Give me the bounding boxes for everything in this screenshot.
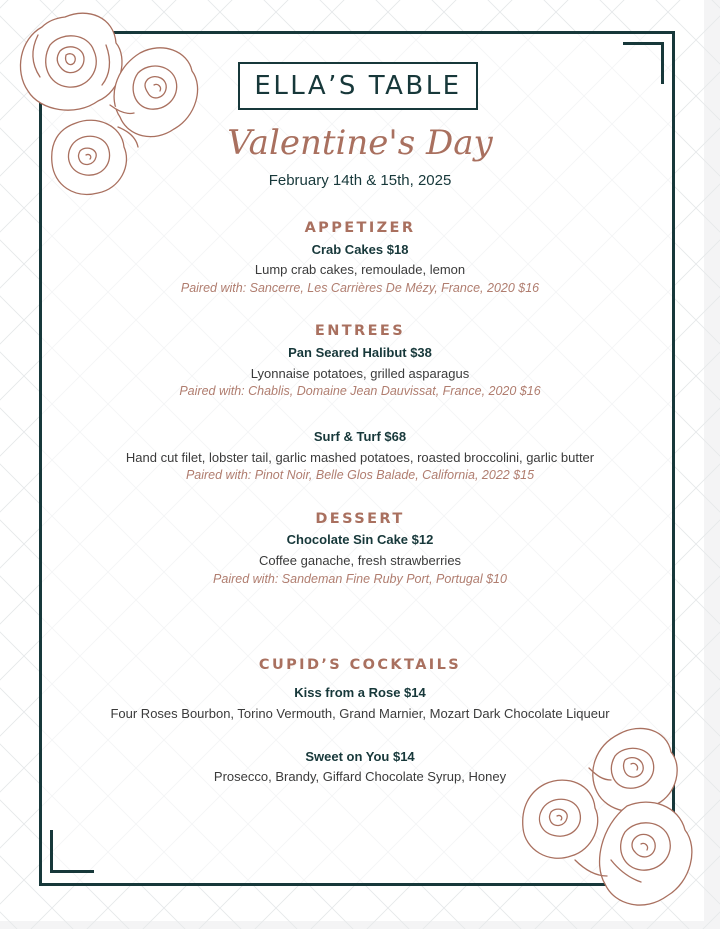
wine-pairing: Paired with: Sancerre, Les Carrières De Mézy, France, 2020 $16 <box>180 281 540 295</box>
menu-item-name: Sweet on You $14 <box>305 749 415 764</box>
event-dates: February 14th & 15th, 2025 <box>268 172 452 189</box>
rose-line-art-top-left <box>10 5 210 200</box>
section-heading-entrees: ENTREES <box>314 323 406 339</box>
menu-item-name: Surf & Turf $68 <box>313 429 407 444</box>
menu-item-description: Lyonnaise potatoes, grilled asparagus <box>250 366 470 381</box>
section-heading-appetizer: APPETIZER <box>304 220 416 236</box>
wine-pairing: Paired with: Pinot Noir, Belle Glos Balade, California, 2022 $15 <box>185 468 535 482</box>
occasion-script-title <box>210 110 510 180</box>
menu-item-description: Coffee ganache, fresh strawberries <box>258 553 462 568</box>
wine-pairing: Paired with: Chablis, Domaine Jean Dauvissat, France, 2020 $16 <box>179 384 541 398</box>
menu-item-name: Kiss from a Rose $14 <box>294 685 426 700</box>
menu-item-name: Pan Seared Halibut $38 <box>288 345 432 360</box>
occasion-text: Valentine's Day <box>227 123 493 163</box>
menu-item-description: Prosecco, Brandy, Giffard Chocolate Syrup, Honey <box>213 769 507 784</box>
menu-item-name: Crab Cakes $18 <box>311 242 409 257</box>
section-heading-cocktails: CUPID’S COCKTAILS <box>258 657 462 673</box>
menu-item-name: Chocolate Sin Cake $12 <box>286 532 434 547</box>
menu-item-description: Lump crab cakes, remoulade, lemon <box>254 262 466 277</box>
section-heading-dessert: DESSERT <box>315 511 405 527</box>
restaurant-name: ELLA’S TABLE <box>238 62 478 110</box>
menu-item-description: Four Roses Bourbon, Torino Vermouth, Grand Marnier, Mozart Dark Chocolate Liqueur <box>110 706 610 721</box>
wine-pairing: Paired with: Sandeman Fine Ruby Port, Portugal $10 <box>213 572 507 586</box>
corner-bracket-top-right <box>623 42 664 84</box>
corner-bracket-bottom-left <box>50 830 94 873</box>
menu-item-description: Hand cut filet, lobster tail, garlic mashed potatoes, roasted broccolini, garlic butter <box>125 450 595 465</box>
